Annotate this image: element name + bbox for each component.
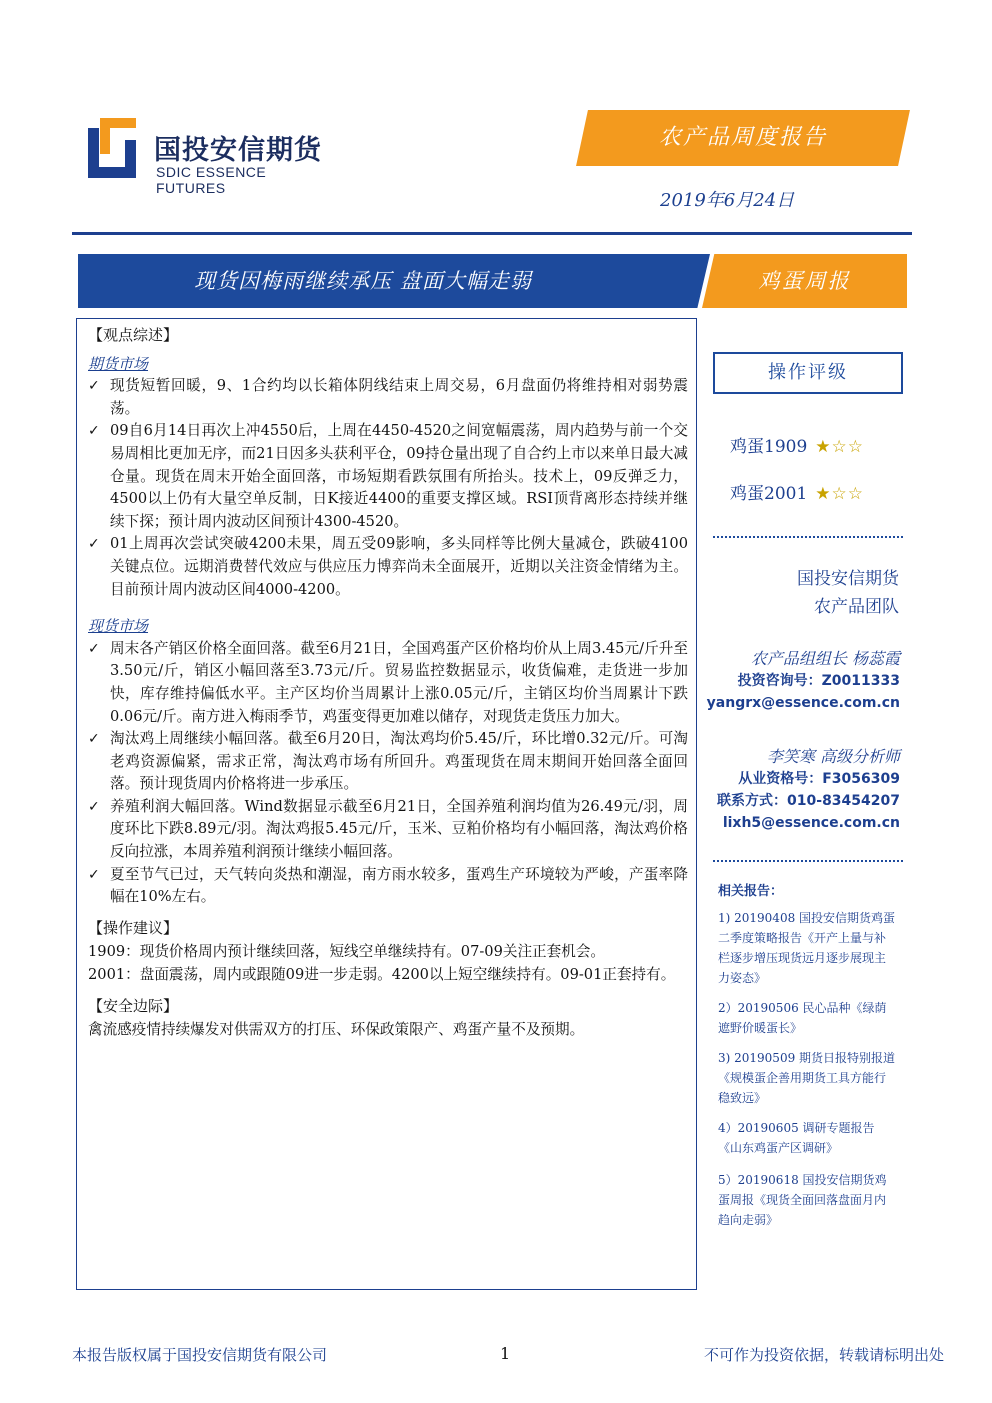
header-divider xyxy=(72,232,912,235)
analyst-email[interactable]: yangrx@essence.com.cn xyxy=(706,695,900,711)
team-block xyxy=(713,565,899,621)
checkmark-icon: ✓ xyxy=(88,640,100,657)
futures-heading[interactable]: 期货市场 xyxy=(88,354,149,373)
logo-cn-text: 国投安信期货 xyxy=(154,135,322,166)
checkmark-icon: ✓ xyxy=(88,731,100,748)
star-rating-icon: ★☆☆ xyxy=(815,437,864,457)
report-title: 现货因梅雨继续承压 盘面大幅走弱 xyxy=(194,269,532,293)
list-item: ✓ 周末各产销区价格全面回落。截至6月21日，全国鸡蛋产区价格均价从上周3.45元/斤升至3.50元/斤，销区小幅回落至3.73元/斤。贸易监控数据显示，收货偏难，走货进一步加快，库存维持偏低水平。主产区均价当周累计上涨0.05元/斤，主销区均价当周累计下跌0.06元/斤。南方进入梅雨季节，鸡蛋变得更加难以储存，对现货走货压力加大。 xyxy=(88,638,688,728)
checkmark-icon: ✓ xyxy=(88,378,100,395)
list-item: ✓ 01上周再次尝试突破4200未果，周五受09影响，多头同样等比例大量减仓，跌破4100关键点位。远期消费替代效应与供应压力博弈尚未全面展开，近期以关注资金情绪为主。目前预计周内波动区间4000-4200。 xyxy=(88,533,688,601)
sidebar-divider xyxy=(713,536,903,538)
analyst-phone: 联系方式：010-83454207 xyxy=(717,793,900,809)
company-logo xyxy=(88,118,328,196)
checkmark-icon: ✓ xyxy=(88,423,100,440)
list-item: ✓ 现货短暂回暖，9、1合约均以长箱体阴线结束上周交易，6月盘面仍将维持相对弱势震荡。 xyxy=(88,375,688,420)
logo-mark-icon xyxy=(88,118,136,178)
checkmark-icon: ✓ xyxy=(88,798,100,815)
advice-line-1909: 1909：现货价格周内预计继续回落，短线空单继续持有。07-09关注正套机会。 xyxy=(88,943,606,961)
safety-text: 禽流感疫情持续爆发对供需双方的打压、环保政策限产、鸡蛋产量不及预期。 xyxy=(88,1021,585,1039)
list-item: ✓ 09自6月14日再次上冲4550后，上周在4450-4520之间宽幅震荡，周内趋势与前一个交易周相比更加无序，而21日因多头获利平仓，09持仓量出现了自合约上市以来单日最大减仓量。现货在周末开始全面回落，市场短期看跌氛围有所抬头。技术上，09反弹乏力，4500以上仍有大量空单反制，日K接近4400的重要支撑区域。RSI顶背离形态持续并继续下探；预计周内波动区间预计4300-4520。 xyxy=(88,420,688,533)
rating-title: 操作评级 xyxy=(713,352,903,394)
report-type-label: 农产品周度报告 xyxy=(658,125,827,150)
logo-en-text: SDIC ESSENCE FUTURES xyxy=(156,164,267,196)
related-reports-heading: 相关报告： xyxy=(718,884,784,899)
spot-heading[interactable]: 现货市场 xyxy=(88,617,149,636)
checkmark-icon: ✓ xyxy=(88,866,100,883)
advice-line-2001: 2001：盘面震荡，周内或跟随09进一步走弱。4200以上短空继续持有。09-01正套持有。 xyxy=(88,966,676,984)
weekly-label: 鸡蛋周报 xyxy=(758,269,851,293)
related-report-item[interactable]: 1) 20190408 国投安信期货鸡蛋二季度策略报告《开产上量与补栏逐步增压现货远月逐步展现主力姿态》 xyxy=(718,911,896,985)
footer-disclaimer: 不可作为投资依据，转载请标明出处 xyxy=(703,1346,944,1364)
related-report-item[interactable]: 5）20190618 国投安信期货鸡蛋周报《现货全面回落盘面月内趋向走弱》 xyxy=(718,1173,887,1227)
star-rating-icon: ★☆☆ xyxy=(815,484,864,504)
related-report-item[interactable]: 2）20190506 民心品种《绿荫遮野价暖蛋长》 xyxy=(718,1001,887,1035)
team-name: 农产品团队 xyxy=(814,597,899,617)
page-number: 1 xyxy=(500,1344,511,1363)
checkmark-icon: ✓ xyxy=(88,536,100,553)
main-content xyxy=(88,324,688,1042)
analyst-title: 李笑寒 高级分析师 xyxy=(766,747,900,766)
safety-heading: 【安全边际】 xyxy=(88,996,179,1015)
sidebar-divider xyxy=(713,860,903,862)
analyst-email[interactable]: lixh5@essence.com.cn xyxy=(722,815,900,831)
list-item: ✓ 夏至节气已过，天气转向炎热和潮湿，南方雨水较多，蛋鸡生产环境较为严峻，产蛋率降幅在10%左右。 xyxy=(88,864,688,909)
footer-copyright: 本报告版权属于国投安信期货有限公司 xyxy=(72,1346,328,1364)
analyst-contact xyxy=(706,648,900,714)
list-item: ✓ 养殖利润大幅回落。Wind数据显示截至6月21日，全国养殖利润均值为26.49元/羽，周度环比下跌8.89元/羽。淘汰鸡报5.45元/斤，玉米、豆粕价格均有小幅回落，淘汰鸡价格反向拉涨，本周养殖利润预计继续小幅回落。 xyxy=(88,796,688,864)
report-date: 2019年6月24日 xyxy=(660,190,795,211)
rating-row xyxy=(730,432,864,457)
list-item: ✓ 淘汰鸡上周继续小幅回落。截至6月20日，淘汰鸡均价5.45/斤，环比增0.32元/斤。可淘老鸡资源偏紧，需求正常，淘汰鸡市场有所回升。鸡蛋现货在周末期间开始回落全面回落。预计现货周内价格将进一步承压。 xyxy=(88,728,688,796)
analyst-license: 从业资格号：F3056309 xyxy=(738,771,900,787)
analyst-contact xyxy=(706,746,900,834)
team-company: 国投安信期货 xyxy=(797,569,899,589)
related-report-item[interactable]: 3) 20190509 期货日报特别报道《规模蛋企善用期货工具方能行稳致远》 xyxy=(718,1051,896,1105)
rating-row xyxy=(730,479,864,504)
advice-heading: 【操作建议】 xyxy=(88,918,179,937)
rating-name: 鸡蛋1909 xyxy=(730,437,808,457)
summary-heading: 【观点综述】 xyxy=(88,326,179,344)
analyst-license: 投资咨询号：Z0011333 xyxy=(737,673,900,689)
analyst-title: 农产品组组长 杨蕊霞 xyxy=(750,649,900,668)
rating-name: 鸡蛋2001 xyxy=(730,484,808,504)
related-report-item[interactable]: 4）20190605 调研专题报告《山东鸡蛋产区调研》 xyxy=(718,1121,875,1155)
